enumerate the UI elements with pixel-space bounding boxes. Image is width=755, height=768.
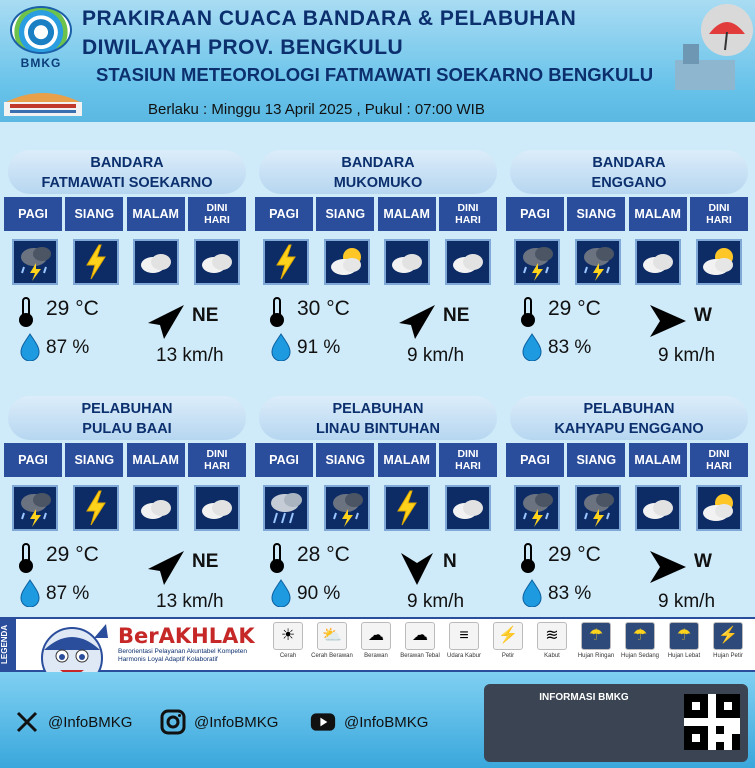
wind-direction: N [443, 551, 457, 572]
legend-weather-icon: ⚡ [493, 622, 523, 650]
wind-arrow-icon [648, 301, 688, 331]
location-title: BANDARA FATMAWATI SOEKARNO [8, 150, 246, 194]
water-drop-icon [18, 579, 42, 607]
period-bar [255, 197, 497, 231]
forecast-card [506, 150, 752, 382]
legend-weather-icon: ≡ [449, 622, 479, 650]
temperature-value: 29 °C [548, 297, 601, 320]
legend-item: ☁ Berawan [354, 622, 398, 660]
legend-item: ☂ Hujan Lebat [662, 622, 706, 660]
period-label: DINI HARI [690, 443, 748, 477]
temperature-row [267, 541, 497, 571]
period-label: PAGI [506, 197, 564, 231]
wind-arrow-icon [146, 301, 186, 331]
cloud-weather-icon [635, 239, 681, 285]
storm-weather-icon [575, 239, 621, 285]
rain-weather-icon [263, 485, 309, 531]
period-label: SIANG [567, 443, 625, 477]
location-title: PELABUHAN LINAU BINTUHAN [259, 396, 497, 440]
social-youtube[interactable]: @InfoBMKG [310, 708, 428, 736]
cloud-weather-icon [384, 239, 430, 285]
location-title: BANDARA MUKOMUKO [259, 150, 497, 194]
period-label: SIANG [65, 197, 123, 231]
title-line-1: PRAKIRAAN CUACA BANDARA & PELABUHAN [82, 7, 577, 30]
period-bar [4, 443, 246, 477]
umbrella-illustration [665, 0, 755, 100]
partly-weather-icon [696, 485, 742, 531]
wind-arrow-icon [397, 301, 437, 331]
wind-arrow-icon [397, 547, 437, 577]
weather-icons-row [263, 239, 491, 285]
humidity-row [518, 579, 748, 612]
validity-text: Berlaku : Minggu 13 April 2025 , Pukul : 07:00 WIB [148, 101, 485, 118]
temperature-value: 29 °C [46, 543, 99, 566]
wind-direction: NE [192, 551, 219, 572]
temperature-row [267, 295, 497, 325]
bmkg-logo: BMKG [6, 4, 76, 78]
period-bar [506, 197, 748, 231]
humidity-value: 87 % [46, 583, 90, 604]
instagram-icon [160, 709, 186, 735]
location-title: PELABUHAN PULAU BAAI [8, 396, 246, 440]
weather-icons-row [12, 239, 240, 285]
storm-weather-icon [324, 485, 370, 531]
storm-weather-icon [12, 239, 58, 285]
legend-item: ≡ Udara Kabur [442, 622, 486, 660]
humidity-row [267, 333, 497, 366]
legend-weather-icon: ☀ [273, 622, 303, 650]
water-drop-icon [520, 333, 544, 361]
water-drop-icon [269, 579, 293, 607]
legend-weather-icon: ☁ [361, 622, 391, 650]
weather-icons-row [12, 485, 240, 531]
period-label: DINI HARI [188, 443, 246, 477]
temperature-row [518, 541, 748, 571]
bolt-weather-icon [73, 239, 119, 285]
location-title: PELABUHAN KAHYAPU ENGGANO [510, 396, 748, 440]
humidity-value: 87 % [46, 337, 90, 358]
temperature-row [16, 295, 246, 325]
cloud-weather-icon [194, 485, 240, 531]
social-instagram[interactable]: @InfoBMKG [160, 708, 278, 736]
forecast-card [506, 396, 752, 628]
cloud-weather-icon [194, 239, 240, 285]
legend-item: ⚡ Petir [486, 622, 530, 660]
weather-icons-row [263, 485, 491, 531]
humidity-value: 83 % [548, 337, 592, 358]
wind-speed: 9 km/h [658, 345, 716, 366]
thermometer-icon [22, 543, 30, 569]
station-name: STASIUN METEOROLOGI FATMAWATI SOEKARNO BENGKULU [96, 64, 654, 85]
period-label: PAGI [255, 443, 313, 477]
legend-weather-icon: ≋ [537, 622, 567, 650]
period-label: SIANG [316, 443, 374, 477]
wind-speed: 9 km/h [658, 591, 716, 612]
period-label: SIANG [316, 197, 374, 231]
forecast-card [4, 150, 250, 382]
period-label: MALAM [629, 443, 687, 477]
wind-direction: W [694, 551, 712, 572]
temperature-value: 29 °C [46, 297, 99, 320]
storm-weather-icon [575, 485, 621, 531]
wind-speed: 13 km/h [156, 345, 224, 366]
humidity-value: 90 % [297, 583, 341, 604]
period-bar [4, 197, 246, 231]
forecast-card [255, 396, 501, 628]
humidity-row [16, 333, 246, 366]
legend-item: ⚡ Hujan Petir [706, 622, 750, 660]
bolt-weather-icon [263, 239, 309, 285]
bolt-weather-icon [73, 485, 119, 531]
humidity-row [16, 579, 246, 612]
header-banner [0, 0, 755, 122]
storm-weather-icon [514, 485, 560, 531]
x-icon [14, 709, 40, 735]
period-label: DINI HARI [188, 197, 246, 231]
cloud-weather-icon [445, 485, 491, 531]
legend-weather-icon: ⛅ [317, 622, 347, 650]
legend-weather-icon: ☂ [669, 622, 699, 650]
airport-illustration [4, 80, 82, 116]
legend-weather-icon: ☁ [405, 622, 435, 650]
legend-item: ⛅ Cerah Berawan [310, 622, 354, 660]
water-drop-icon [520, 579, 544, 607]
wind-direction: W [694, 305, 712, 326]
legend-item: ≋ Kabut [530, 622, 574, 660]
partly-weather-icon [696, 239, 742, 285]
wind-arrow-icon [648, 547, 688, 577]
legend-item: ☁ Berawan Tebal [398, 622, 442, 660]
social-x[interactable]: @InfoBMKG [14, 708, 132, 736]
youtube-icon [310, 709, 336, 735]
thermometer-icon [22, 297, 30, 323]
legend-items [266, 622, 750, 660]
legend-item: ☂ Hujan Ringan [574, 622, 618, 660]
thermometer-icon [273, 543, 281, 569]
wind-direction: NE [443, 305, 470, 326]
wind-speed: 9 km/h [407, 345, 465, 366]
period-label: DINI HARI [439, 197, 497, 231]
wind-arrow-icon [146, 547, 186, 577]
forecast-card [4, 396, 250, 628]
cloud-weather-icon [133, 239, 179, 285]
storm-weather-icon [12, 485, 58, 531]
bolt-weather-icon [384, 485, 430, 531]
cloud-weather-icon [133, 485, 179, 531]
period-label: MALAM [378, 197, 436, 231]
cloud-weather-icon [445, 239, 491, 285]
thermometer-icon [273, 297, 281, 323]
water-drop-icon [18, 333, 42, 361]
temperature-value: 30 °C [297, 297, 350, 320]
period-label: PAGI [506, 443, 564, 477]
period-label: DINI HARI [690, 197, 748, 231]
legend-weather-icon: ☂ [625, 622, 655, 650]
storm-weather-icon [514, 239, 560, 285]
humidity-row [518, 333, 748, 366]
legend-label: LEGENDA [0, 619, 16, 670]
wind-direction: NE [192, 305, 219, 326]
wind-speed: 9 km/h [407, 591, 465, 612]
period-label: SIANG [567, 197, 625, 231]
title-line-2: DIWILAYAH PROV. BENGKULU [82, 36, 404, 59]
thermometer-icon [524, 297, 532, 323]
legend-weather-icon: ☂ [581, 622, 611, 650]
water-drop-icon [269, 333, 293, 361]
period-label: PAGI [4, 443, 62, 477]
period-bar [255, 443, 497, 477]
partly-weather-icon [324, 239, 370, 285]
period-label: MALAM [378, 443, 436, 477]
cloud-weather-icon [635, 485, 681, 531]
period-label: DINI HARI [439, 443, 497, 477]
qr-code[interactable] [684, 694, 740, 750]
humidity-value: 91 % [297, 337, 341, 358]
period-label: MALAM [127, 197, 185, 231]
period-label: PAGI [255, 197, 313, 231]
legend-weather-icon: ⚡ [713, 622, 743, 650]
info-bmkg-box: INFORMASI BMKG [484, 684, 748, 762]
period-bar [506, 443, 748, 477]
temperature-value: 29 °C [548, 543, 601, 566]
forecast-card [255, 150, 501, 382]
period-label: SIANG [65, 443, 123, 477]
temperature-row [16, 541, 246, 571]
temperature-row [518, 295, 748, 325]
wind-speed: 13 km/h [156, 591, 224, 612]
humidity-value: 83 % [548, 583, 592, 604]
humidity-row [267, 579, 497, 612]
legend-item: ☀ Cerah [266, 622, 310, 660]
thermometer-icon [524, 543, 532, 569]
weather-icons-row [514, 485, 742, 531]
temperature-value: 28 °C [297, 543, 350, 566]
legend-item: ☂ Hujan Sedang [618, 622, 662, 660]
location-title: BANDARA ENGGANO [510, 150, 748, 194]
period-label: PAGI [4, 197, 62, 231]
weather-icons-row [514, 239, 742, 285]
period-label: MALAM [629, 197, 687, 231]
period-label: MALAM [127, 443, 185, 477]
berakhlak-logo: BerAKHLAK Berorientasi Pelayanan Akuntabel Kompeten Harmonis Loyal Adaptif Kolaboratif [118, 624, 255, 663]
